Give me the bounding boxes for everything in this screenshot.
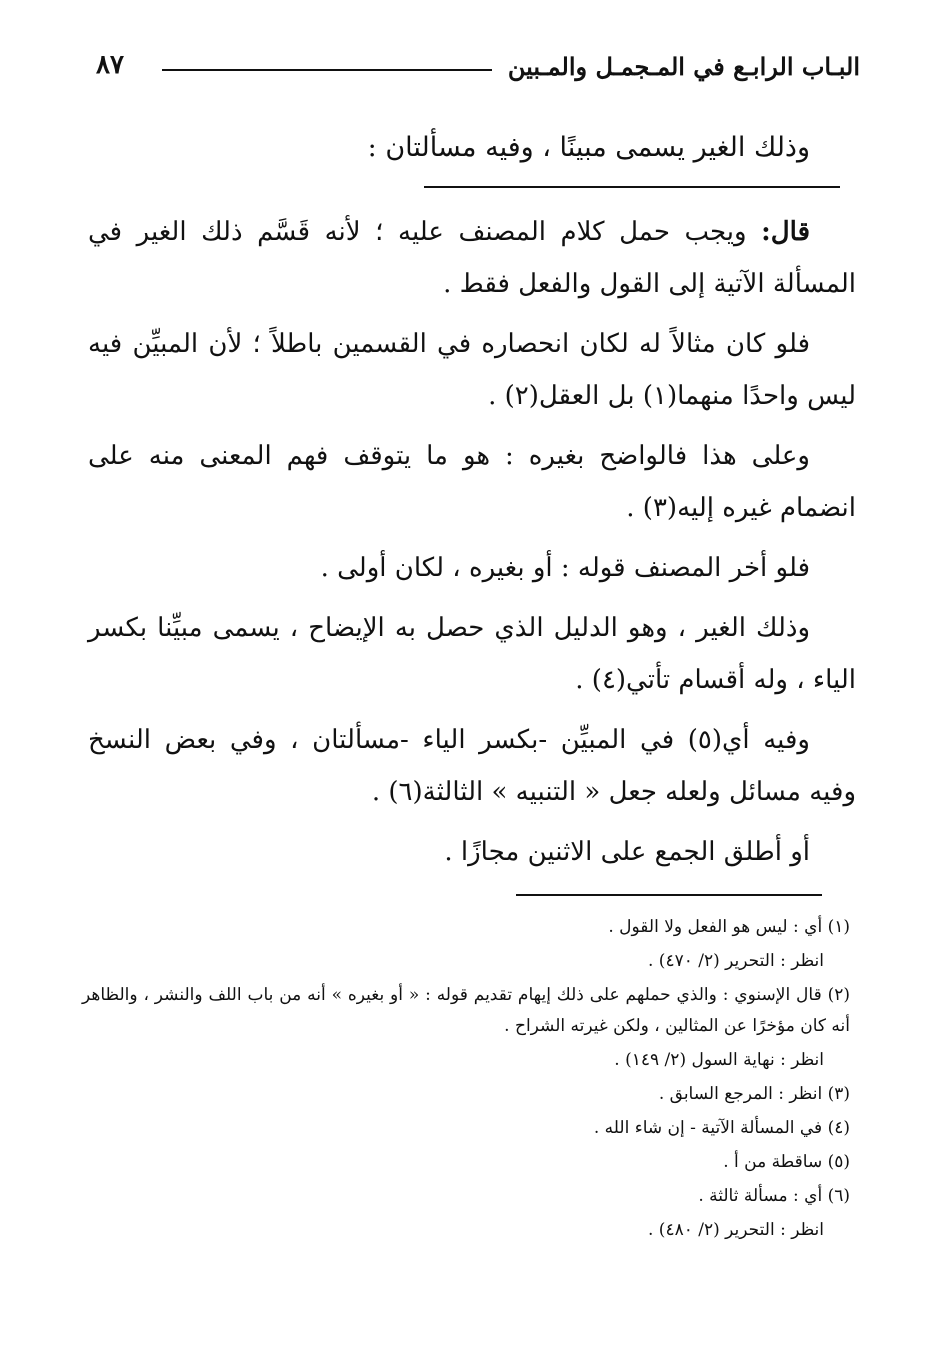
footnote-1: (١) أي : ليس هو الفعل ولا القول . <box>608 917 850 937</box>
paragraph-lead: قال: <box>761 217 810 247</box>
paragraph-4: فلو أخر المصنف قوله : أو بغيره ، لكان أولى . <box>320 553 810 583</box>
header-rule <box>162 69 492 71</box>
footnote-6: (٦) أي : مسألة ثالثة . <box>698 1186 850 1206</box>
paragraph-3: وعلى هذا فالواضح بغيره : هو ما يتوقف فهم المعنى منه على انضمام غيره إليه(٣) . <box>88 441 856 523</box>
paragraph-1 <box>88 206 856 310</box>
page-number: ٨٧ <box>96 50 124 80</box>
commentary-body <box>88 206 856 886</box>
footnote-3: (٣) انظر : المرجع السابق . <box>658 1084 850 1104</box>
footnote-5: (٥) ساقطة من أ . <box>723 1152 850 1172</box>
footnote-1-reference: انظر : التحرير (٢/ ٤٧٠) . <box>648 951 824 971</box>
chapter-header: البـاب الرابـع في المـجمـل والمـبين <box>507 52 860 81</box>
paragraph-6: وفيه أي(٥) في المبيِّن -بكسر الياء -مسألتان ، وفي بعض النسخ وفيه مسائل ولعله جعل « التنبيه » الثالثة(٦) . <box>88 725 856 807</box>
paragraph-5: وذلك الغير ، وهو الدليل الذي حصل به الإيضاح ، يسمى مبيِّنا بكسر الياء ، وله أقسام تأتي(٤) . <box>88 613 856 695</box>
footnotes <box>82 912 850 1249</box>
footnote-2-reference: انظر : نهاية السول (٢/ ١٤٩) . <box>614 1050 824 1070</box>
footnote-6-reference: انظر : التحرير (٢/ ٤٨٠) . <box>648 1220 824 1240</box>
paragraph-1-text: ويجب حمل كلام المصنف عليه ؛ لأنه قَسَّم ذلك الغير في المسألة الآتية إلى القول والفعل فقط . <box>88 217 856 299</box>
paragraph-7: أو أطلق الجمع على الاثنين مجازًا . <box>444 837 810 867</box>
paragraph-2: فلو كان مثالاً له لكان انحصاره في القسمين باطلاً ؛ لأن المبيِّن فيه ليس واحدًا منهما(١) بل العقل(٢) . <box>88 329 856 411</box>
quote-underline <box>424 186 840 188</box>
footnote-separator <box>516 894 822 896</box>
footnote-2: (٢) قال الإسنوي : والذي حملهم على ذلك إيهام تقديم قوله : « أو بغيره » أنه من باب اللف والنشر ، والظاهر أنه كان مؤخرًا عن المثالين ، ولكن غيرته الشراح . <box>82 985 850 1036</box>
footnote-4: (٤) في المسألة الآتية - إن شاء الله . <box>593 1118 850 1138</box>
quoted-matn-line: وذلك الغير يسمى مبينًا ، وفيه مسألتان : <box>367 132 810 163</box>
